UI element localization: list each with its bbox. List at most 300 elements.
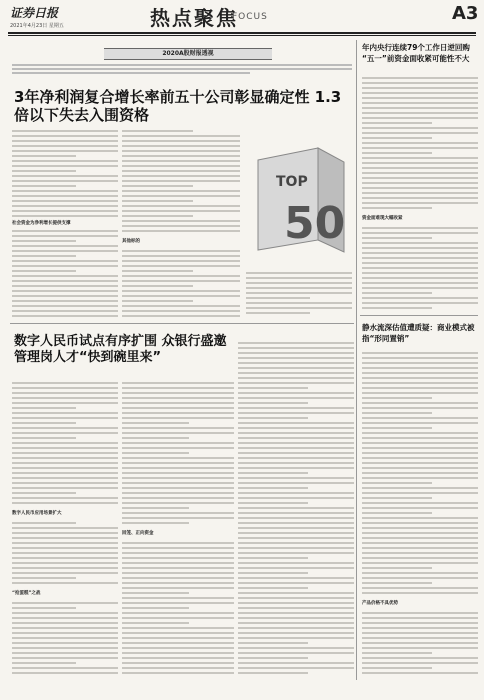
- text-line: [238, 417, 308, 419]
- text-line: [122, 447, 234, 449]
- text-line: [122, 657, 234, 659]
- text-line: [238, 492, 354, 494]
- text-line: [362, 632, 478, 634]
- text-line: [238, 652, 354, 654]
- text-line: [122, 225, 240, 227]
- text-line: [122, 265, 240, 267]
- text-line: [12, 472, 118, 474]
- text-line: [122, 517, 234, 519]
- text-line: [362, 112, 478, 114]
- text-line: [362, 172, 478, 174]
- text-line: [12, 160, 118, 162]
- text-line: [246, 307, 352, 309]
- text-line: [238, 502, 308, 504]
- text-line: [238, 552, 354, 554]
- text-line: [362, 87, 478, 89]
- text-line: [362, 457, 478, 459]
- text-line: [238, 467, 354, 469]
- text-line: [12, 300, 118, 302]
- text-line: [12, 567, 118, 569]
- text-line: [362, 407, 478, 409]
- text-line: [362, 477, 478, 479]
- text-line: [12, 170, 76, 172]
- page-number: A3: [452, 3, 479, 24]
- text-line: [238, 457, 354, 459]
- text-line: [362, 587, 478, 589]
- text-line: [12, 542, 118, 544]
- text-line: [238, 642, 308, 644]
- text-line: [362, 652, 432, 654]
- text-line: [362, 657, 478, 659]
- text-line: [362, 277, 478, 279]
- text-line: [12, 547, 118, 549]
- text-line: [122, 442, 234, 444]
- text-line: [362, 392, 478, 394]
- text-line: [12, 642, 118, 644]
- text-line: [122, 255, 240, 257]
- text-line: [246, 292, 352, 294]
- text-line: [12, 412, 118, 414]
- subhead-competition: “抢蛋糕”之战: [12, 591, 41, 596]
- text-line: [122, 647, 234, 649]
- lead-body-col2: [122, 128, 240, 320]
- text-line: [122, 437, 189, 439]
- text-line: [122, 522, 189, 524]
- text-line: [12, 210, 118, 212]
- text-line: [122, 205, 240, 207]
- text-line: [122, 622, 189, 624]
- text-line: [238, 362, 354, 364]
- text-line: [362, 482, 432, 484]
- section-title-en: FOCUS: [232, 12, 268, 22]
- text-line: [12, 467, 118, 469]
- text-line: [122, 412, 234, 414]
- text-line: [238, 667, 354, 669]
- text-line: [362, 302, 478, 304]
- text-line: [122, 392, 234, 394]
- text-line: [12, 165, 118, 167]
- digital-rmb-col2: [122, 380, 234, 680]
- newspaper-logo: 证券日报: [10, 6, 59, 20]
- subhead-recall: 回笼、正向资金: [122, 531, 154, 536]
- text-line: [362, 552, 478, 554]
- text-line: [12, 632, 118, 634]
- text-line: [122, 472, 234, 474]
- text-line: [12, 427, 118, 429]
- text-line: [362, 542, 478, 544]
- text-line: [122, 477, 234, 479]
- text-line: [122, 627, 234, 629]
- text-line: [246, 277, 352, 279]
- text-line: [12, 502, 118, 504]
- text-line: [12, 497, 118, 499]
- text-line: [362, 177, 478, 179]
- text-line: [122, 315, 240, 317]
- text-line: [12, 457, 118, 459]
- text-line: [362, 622, 478, 624]
- text-line: [122, 285, 193, 287]
- text-line: [12, 150, 118, 152]
- text-line: [362, 567, 432, 569]
- lead-headline: 3年净利润复合增长率前五十公司彰显确定性 1.3倍以下失去入围资格: [14, 88, 342, 124]
- text-line: [12, 462, 118, 464]
- text-line: [238, 517, 354, 519]
- text-line: [12, 447, 118, 449]
- text-line: [238, 407, 354, 409]
- text-line: [362, 247, 478, 249]
- text-line: [362, 102, 478, 104]
- text-line: [238, 377, 354, 379]
- text-line: [122, 547, 234, 549]
- text-line: [12, 240, 76, 242]
- text-line: [362, 427, 432, 429]
- text-line: [122, 155, 240, 157]
- text-line: [238, 612, 354, 614]
- text-line: [122, 427, 234, 429]
- text-line: [362, 97, 478, 99]
- text-line: [12, 392, 118, 394]
- text-line: [362, 537, 478, 539]
- text-line: [362, 532, 478, 534]
- text-line: [12, 285, 118, 287]
- text-line: [362, 142, 478, 144]
- text-line: [238, 427, 354, 429]
- text-line: [12, 617, 118, 619]
- text-line: [362, 592, 478, 594]
- text-line: [12, 622, 118, 624]
- text-line: [362, 77, 478, 79]
- text-line: [238, 577, 354, 579]
- text-line: [362, 377, 478, 379]
- text-line: [238, 352, 354, 354]
- text-line: [122, 280, 240, 282]
- text-line: [12, 647, 118, 649]
- text-line: [12, 260, 118, 262]
- text-line: [122, 582, 234, 584]
- column-divider-right: [356, 40, 357, 680]
- text-line: [122, 135, 240, 137]
- text-line: [238, 402, 308, 404]
- valuation-headline: 静水流深估值遭质疑：商业模式被指“形同置销”: [362, 323, 475, 343]
- text-line: [238, 602, 354, 604]
- text-line: [122, 662, 234, 664]
- text-line: [122, 552, 234, 554]
- text-line: [12, 577, 76, 579]
- text-line: [122, 145, 240, 147]
- text-line: [12, 315, 118, 317]
- text-line: [238, 657, 308, 659]
- text-line: [238, 547, 354, 549]
- text-line: [12, 637, 118, 639]
- text-line: [122, 295, 240, 297]
- text-line: [122, 220, 240, 222]
- text-line: [238, 622, 354, 624]
- digital-rmb-col3: [238, 340, 354, 680]
- text-line: [122, 140, 240, 142]
- text-line: [238, 462, 354, 464]
- text-line: [238, 597, 354, 599]
- text-line: [362, 492, 478, 494]
- text-line: [362, 642, 478, 644]
- text-line: [238, 522, 354, 524]
- text-line: [122, 462, 234, 464]
- subhead-liquidity: 资金面难现大幅收紧: [362, 216, 403, 221]
- text-line: [362, 387, 478, 389]
- text-line: [362, 157, 478, 159]
- text-line: [12, 195, 118, 197]
- text-line: [12, 382, 118, 384]
- text-line: [12, 402, 118, 404]
- text-line: [12, 250, 118, 252]
- text-line: [12, 657, 118, 659]
- text-line: [362, 232, 478, 234]
- text-line: [362, 572, 478, 574]
- text-line: [246, 282, 352, 284]
- text-line: [238, 567, 354, 569]
- text-line: [12, 387, 118, 389]
- text-line: [362, 402, 478, 404]
- text-line: [12, 235, 118, 237]
- text-line: [122, 300, 193, 302]
- text-line: [238, 632, 354, 634]
- text-line: [12, 537, 118, 539]
- text-line: [362, 282, 478, 284]
- text-line: [362, 382, 478, 384]
- text-line: [12, 627, 118, 629]
- subhead-other: 其他标的: [122, 239, 140, 244]
- text-line: [122, 572, 234, 574]
- text-line: [238, 357, 354, 359]
- text-line: [122, 507, 189, 509]
- text-line: [122, 607, 189, 609]
- text-line: [362, 262, 478, 264]
- text-line: [12, 482, 118, 484]
- issue-date: 2021年4月23日 星期五: [10, 23, 64, 29]
- text-line: [238, 452, 354, 454]
- text-line: [12, 270, 76, 272]
- text-line: [362, 627, 478, 629]
- subhead-scenarios: 数字人民币应用场景扩大: [12, 511, 62, 516]
- intro-paragraph: [12, 62, 352, 76]
- text-line: [122, 602, 234, 604]
- text-line: [238, 472, 308, 474]
- text-line: [12, 130, 118, 132]
- text-line: [238, 422, 354, 424]
- text-line: [12, 245, 118, 247]
- text-line: [122, 200, 193, 202]
- text-line: [122, 452, 189, 454]
- text-line: [238, 482, 354, 484]
- text-line: [238, 627, 354, 629]
- text-line: [238, 382, 354, 384]
- text-line: [12, 135, 118, 137]
- text-line: [122, 180, 240, 182]
- text-line: [246, 312, 310, 314]
- text-line: [122, 175, 240, 177]
- text-line: [362, 372, 478, 374]
- text-line: [362, 437, 478, 439]
- text-line: [12, 180, 118, 182]
- text-line: [362, 352, 478, 354]
- text-line: [12, 662, 76, 664]
- text-line: [362, 432, 478, 434]
- text-line: [122, 230, 240, 232]
- text-line: [362, 447, 478, 449]
- section-divider-left: [10, 323, 354, 324]
- text-line: [238, 557, 308, 559]
- svg-text:50: 50: [284, 198, 346, 249]
- subhead-price: 产品价格不具优势: [362, 601, 398, 606]
- text-line: [122, 305, 240, 307]
- text-line: [362, 107, 478, 109]
- text-line: [12, 215, 118, 217]
- text-line: [246, 272, 352, 274]
- top50-illustration: [248, 140, 352, 266]
- text-line: [362, 527, 478, 529]
- text-line: [12, 442, 118, 444]
- section-title: 热点聚焦: [150, 6, 238, 30]
- text-line: [122, 457, 234, 459]
- text-line: [362, 362, 478, 364]
- text-line: [122, 612, 234, 614]
- text-line: [362, 267, 478, 269]
- text-line: [362, 672, 478, 674]
- text-line: [362, 637, 478, 639]
- text-line: [12, 452, 118, 454]
- text-line: [12, 200, 118, 202]
- text-line: [238, 487, 308, 489]
- text-line: [122, 130, 193, 132]
- text-line: [238, 587, 308, 589]
- text-line: [362, 152, 432, 154]
- text-line: [238, 437, 354, 439]
- text-line: [362, 617, 478, 619]
- text-line: [362, 197, 478, 199]
- text-line: [122, 512, 234, 514]
- text-line: [12, 155, 76, 157]
- text-line: [12, 422, 76, 424]
- text-line: [238, 507, 354, 509]
- text-line: [12, 607, 76, 609]
- text-line: [12, 552, 118, 554]
- text-line: [122, 270, 193, 272]
- text-line: [362, 292, 432, 294]
- text-line: [122, 497, 234, 499]
- text-line: [362, 497, 432, 499]
- text-line: [362, 517, 478, 519]
- text-line: [122, 382, 234, 384]
- text-line: [12, 612, 118, 614]
- text-line: [238, 392, 354, 394]
- text-line: [12, 667, 118, 669]
- text-line: [238, 432, 354, 434]
- text-line: [122, 422, 189, 424]
- text-line: [238, 647, 354, 649]
- text-line: [362, 452, 478, 454]
- text-line: [362, 647, 478, 649]
- text-line: [122, 542, 234, 544]
- text-line: [12, 432, 118, 434]
- text-line: [362, 297, 478, 299]
- text-line: [12, 562, 118, 564]
- text-line: [12, 602, 118, 604]
- text-line: [122, 160, 240, 162]
- text-line: [362, 472, 478, 474]
- text-line: [362, 582, 432, 584]
- text-line: [122, 185, 193, 187]
- text-line: [362, 257, 478, 259]
- text-line: [122, 407, 234, 409]
- text-line: [122, 432, 234, 434]
- text-line: [238, 367, 354, 369]
- text-line: [12, 275, 118, 277]
- text-line: [12, 522, 76, 524]
- text-line: [238, 347, 354, 349]
- repo-body: [362, 75, 478, 311]
- text-line: [238, 537, 354, 539]
- text-line: [246, 287, 352, 289]
- text-line: [362, 487, 478, 489]
- text-line: [12, 582, 118, 584]
- text-line: [362, 287, 478, 289]
- text-line: [362, 512, 432, 514]
- text-line: [238, 592, 354, 594]
- text-line: [362, 272, 478, 274]
- text-line: [122, 397, 234, 399]
- text-line: [12, 185, 76, 187]
- digital-rmb-col1: [12, 380, 118, 680]
- text-line: [122, 417, 234, 419]
- text-line: [238, 372, 354, 374]
- text-line: [122, 210, 240, 212]
- text-line: [122, 165, 240, 167]
- repo-headline: 年内央行连续79个工作日逆回购 “五一”前资金面收紧可能性不大: [362, 43, 470, 63]
- subhead-social-capital: 社会资金为净利增长提供支撑: [12, 221, 71, 226]
- text-line: [238, 672, 308, 674]
- text-line: [238, 412, 354, 414]
- text-line: [238, 607, 354, 609]
- text-line: [12, 280, 118, 282]
- text-line: [122, 492, 234, 494]
- text-line: [362, 127, 478, 129]
- text-line: [122, 637, 234, 639]
- text-line: [362, 182, 478, 184]
- text-line: [362, 227, 478, 229]
- text-line: [122, 482, 234, 484]
- lead-body-col1: [12, 128, 118, 320]
- text-line: [362, 417, 478, 419]
- text-line: [362, 397, 432, 399]
- text-line: [238, 662, 354, 664]
- text-line: [362, 462, 478, 464]
- text-line: [122, 402, 234, 404]
- text-line: [362, 507, 478, 509]
- text-line: [12, 290, 118, 292]
- text-line: [122, 667, 234, 669]
- text-line: [362, 557, 478, 559]
- text-line: [12, 310, 118, 312]
- text-line: [12, 265, 118, 267]
- text-line: [238, 497, 354, 499]
- report-banner: 2020A股财报透视: [104, 48, 272, 60]
- digital-rmb-headline: 数字人民币试点有序扩围 众银行盛邀管理岗人才“快到碗里来”: [14, 334, 227, 365]
- text-line: [12, 190, 118, 192]
- text-line: [122, 310, 240, 312]
- text-line: [12, 437, 76, 439]
- text-line: [122, 562, 234, 564]
- text-line: [12, 557, 118, 559]
- text-line: [122, 275, 240, 277]
